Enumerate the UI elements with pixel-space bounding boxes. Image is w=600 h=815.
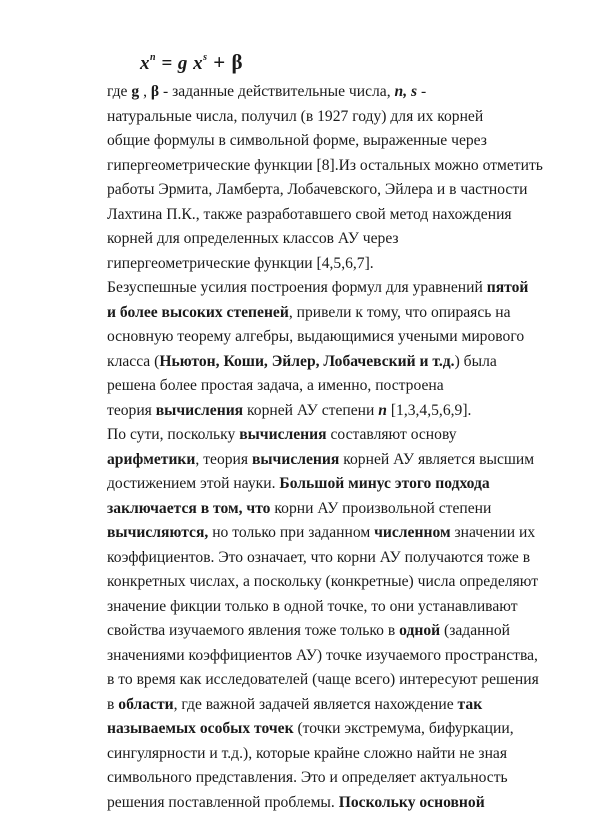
text-run: значении их (451, 524, 536, 541)
text-run: натуральные числа, получил (в 1927 году) для их корней (107, 108, 483, 125)
equation (140, 50, 243, 75)
text-run: коэффициентов. Это означает, что корни АУ получаются тоже в (107, 549, 530, 566)
text-line (107, 203, 567, 228)
text-line (107, 693, 567, 718)
text-run: (заданной (440, 622, 510, 639)
text-run: составляют основу (327, 426, 457, 443)
text-run: символьного представления. Это и определяет актуальность (107, 769, 508, 786)
text-line (107, 644, 567, 669)
text-line (107, 448, 567, 473)
text-run: в (107, 696, 118, 713)
text-run: значениями коэффициентов АУ) точке изучаемого пространства, (107, 647, 538, 664)
text-run: корней АУ является высшим (339, 451, 534, 468)
text-line (107, 252, 567, 277)
text-line (107, 497, 567, 522)
text-run: (точки экстремума, бифуркации, (294, 720, 514, 737)
text-line (107, 350, 567, 375)
text-run: сингулярности и т.д.), которые крайне сложно найти не зная (107, 745, 507, 762)
text-run: конкретных числах, а поскольку (конкретные) числа определяют (107, 573, 538, 590)
text-line (107, 791, 567, 815)
text-line (107, 423, 567, 448)
text-run: области (118, 696, 173, 713)
text-run: арифметики (107, 451, 195, 468)
text-run: ) была (455, 353, 497, 370)
text-run: вычисляются, (107, 524, 208, 541)
text-run: n (378, 402, 387, 419)
equation-x-second: x (188, 53, 203, 74)
text-run: гипергеометрические функции [8].Из остальных можно отметить (107, 157, 543, 174)
text-line (107, 717, 567, 742)
text-line (107, 668, 567, 693)
text-run: β (151, 83, 159, 100)
text-run: теория (107, 402, 156, 419)
text-run: Безуспешные усилия построения формул для уравнений (107, 279, 487, 296)
text-run: вычисления (252, 451, 339, 468)
text-line (107, 546, 567, 571)
text-run: одной (399, 622, 440, 639)
text-run: называемых особых точек (107, 720, 294, 737)
text-line (107, 521, 567, 546)
text-line (107, 619, 567, 644)
text-line (107, 570, 567, 595)
text-line (107, 399, 567, 424)
text-run: корней для определенных классов АУ через (107, 230, 399, 247)
text-run: свойства изучаемого явления тоже только в (107, 622, 399, 639)
equation-plus: + (208, 50, 232, 74)
text-run: решена более простая задача, а именно, построена (107, 377, 444, 394)
text-run: вычисления (156, 402, 243, 419)
text-run: , привели к тому, что опираясь на (289, 304, 511, 321)
text-run: Большой минус этого подхода (279, 475, 489, 492)
text-run: Лахтина П.К., также разработавшего свой метод нахождения (107, 206, 512, 223)
text-line (107, 105, 567, 130)
text-run: g (131, 83, 139, 100)
equation-exponent-s: s (203, 52, 207, 63)
text-run: так (458, 696, 483, 713)
text-run: гипергеометрические функции [4,5,6,7]. (107, 255, 374, 272)
text-line (107, 178, 567, 203)
text-line (107, 325, 567, 350)
text-run: - заданные действительные числа, (159, 83, 394, 100)
text-run: в то время как исследователей (чаще всего) интересуют решения (107, 671, 539, 688)
text-run: [1,3,4,5,6,9]. (387, 402, 471, 419)
text-run: и более высоких степеней (107, 304, 289, 321)
text-line (107, 129, 567, 154)
text-run: но только при заданном (208, 524, 374, 541)
text-run: класса ( (107, 353, 159, 370)
text-run: - (417, 83, 426, 100)
text-run: корни АУ произвольной степени (270, 500, 491, 517)
text-run: Поскольку основной (339, 794, 485, 811)
equation-exponent-n: n (150, 52, 156, 63)
text-run: Ньютон, Коши, Эйлер, Лобачевский и т.д. (159, 353, 454, 370)
text-run: вычисления (239, 426, 326, 443)
text-line (107, 80, 567, 105)
text-run: работы Эрмита, Ламберта, Лобачевского, Эйлера и в частности (107, 181, 527, 198)
text-run: , (139, 83, 151, 100)
text-run: корней АУ степени (243, 402, 378, 419)
text-line (107, 766, 567, 791)
text-run: численном (374, 524, 450, 541)
text-run: n, s (395, 83, 418, 100)
text-run: основную теорему алгебры, выдающимися учеными мирового (107, 328, 524, 345)
text-run: общие формулы в символьной форме, выраженные через (107, 132, 487, 149)
text-line (107, 276, 567, 301)
equation-beta: β (232, 50, 244, 74)
text-run: , где важной задачей является нахождение (174, 696, 458, 713)
text-line (107, 595, 567, 620)
text-run: решения поставленной проблемы. (107, 794, 339, 811)
text-line (107, 742, 567, 767)
text-line (107, 472, 567, 497)
text-line (107, 154, 567, 179)
text-run: пятой (487, 279, 529, 296)
text-run: По сути, поскольку (107, 426, 239, 443)
text-run: значение фикции только в одной точке, то они устанавливают (107, 598, 518, 615)
equation-equals: = (156, 53, 178, 74)
equation-x: x (140, 53, 150, 74)
text-run: достижением этой науки. (107, 475, 279, 492)
text-run: где (107, 83, 131, 100)
text-line (107, 301, 567, 326)
text-run: заключается в том, что (107, 500, 270, 517)
text-line (107, 374, 567, 399)
text-line (107, 227, 567, 252)
equation-g: g (178, 53, 188, 74)
text-run: , теория (195, 451, 252, 468)
body-text (107, 80, 567, 815)
